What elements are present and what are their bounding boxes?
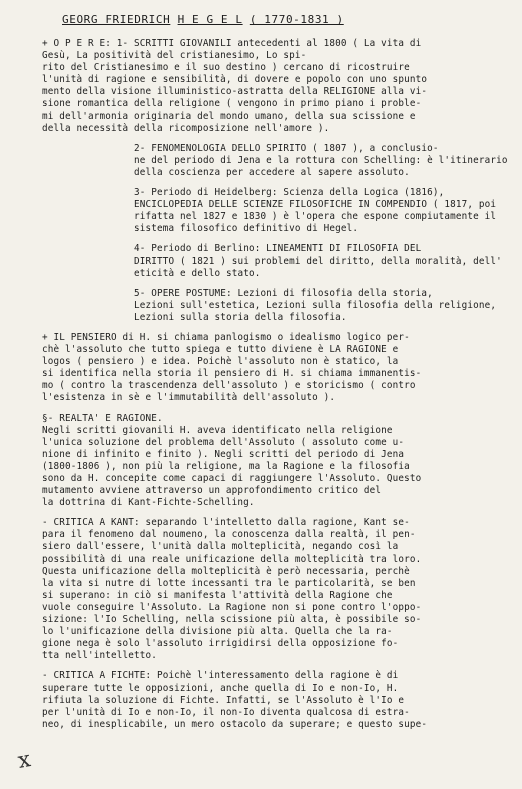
text-line: superare tutte le opposizioni, anche quella di Io e non-Io, H.: [42, 682, 399, 694]
paragraph-gap: [38, 324, 516, 332]
text-line: mi dell'armonia originaria del mondo umano, della sua scissione e: [42, 110, 416, 122]
text-line: lo l'unificazione della divisione più alta. Quella che la ra-: [42, 626, 393, 638]
text-line: la dottrina di Kant-Fichte-Schelling.: [42, 497, 255, 509]
text-line: §- REALTA' E RAGIONE.: [42, 412, 163, 424]
text-line: - CRITICA A KANT: separando l'intelletto dalla ragione, Kant se-: [42, 517, 410, 529]
paragraph: [38, 332, 516, 405]
paragraph-gap: [38, 235, 516, 243]
text-line: 5- OPERE POSTUME: Lezioni di filosofia della storia,: [134, 287, 433, 299]
text-line: si identifica nella storia il pensiero di H. si chiama immanentis-: [42, 368, 422, 380]
paragraph: [38, 413, 516, 510]
paragraph-gap: [38, 662, 516, 670]
text-line: l'unità di ragione e sensibilità, di dovere e popolo con uno spunto: [42, 74, 428, 86]
paragraph-gap: [38, 179, 516, 187]
text-line: siero dall'essere, l'unità dalla molteplicità, negando così la: [42, 541, 399, 553]
text-line: della necessità della ricomposizione nell'amore ).: [42, 122, 330, 134]
text-line: DIRITTO ( 1821 ) sui problemi del diritto, della moralità, dell': [134, 255, 502, 267]
paragraph-gap: [38, 509, 516, 517]
title-prefix: GEORG FRIEDRICH: [62, 13, 171, 26]
text-line: per l'unità di Io e non-Io, il non-Io diventa qualcosa di estra-: [42, 706, 410, 718]
text-line: neo, di inesplicabile, un mero ostacolo da superare; e questo supe-: [42, 718, 428, 730]
text-line: + IL PENSIERO di H. si chiama panlogismo o idealismo logico per-: [42, 331, 410, 343]
text-line: Questa unificazione della molteplicità è però necessaria, perchè: [42, 565, 410, 577]
text-line: Lezioni sull'estetica, Lezioni sulla filosofia della religione,: [134, 299, 497, 311]
text-line: eticità e dello stato.: [134, 267, 261, 279]
title-name: H E G E L: [177, 13, 243, 26]
text-line: + O P E R E: 1- SCRITTI GIOVANILI antecedenti al 1800 ( La vita di: [42, 38, 422, 49]
paragraph: [38, 143, 516, 179]
text-line: possibilità di una reale unificazione della molteplicità tra loro.: [42, 553, 422, 565]
paragraph-gap: [38, 135, 516, 143]
text-line: 3- Periodo di Heidelberg: Scienza della Logica (1816),: [134, 187, 445, 199]
text-line: Gesù, La positività del cristianesimo, Lo spi-: [42, 50, 307, 62]
text-line: Lezioni sulla storia della filosofia.: [134, 311, 347, 323]
text-line: sistema filosofico definitivo di Hegel.: [134, 223, 359, 235]
paragraph: [38, 243, 516, 279]
text-line: 2- FENOMENOLOGIA DELLO SPIRITO ( 1807 ), a conclusio-: [134, 142, 439, 154]
text-line: rifatta nel 1827 e 1830 ) è l'opera che espone compiutamente il: [134, 211, 497, 223]
text-line: 4- Periodo di Berlino: LINEAMENTI DI FILOSOFIA DEL: [134, 243, 422, 255]
paragraph: [38, 38, 516, 135]
title-dates: ( 1770-1831 ): [249, 13, 344, 26]
text-line: l'unica soluzione del problema dell'Assoluto ( assoluto come u-: [42, 436, 405, 448]
paragraph-gap: [38, 405, 516, 413]
text-line: si superano: in ciò si manifesta l'attività della Ragione che: [42, 589, 393, 601]
text-line: ENCICLOPEDIA DELLE SCIENZE FILOSOFICHE IN COMPENDIO ( 1817, poi: [134, 199, 497, 211]
text-line: della coscienza per accedere al sapere assoluto.: [134, 166, 410, 178]
document-body: [38, 38, 516, 731]
text-line: rito del Cristianesimo e il suo destino ) cercano di ricostruire: [42, 62, 410, 74]
text-line: vuole conseguire l'Assoluto. La Ragione non si pone contro l'oppo-: [42, 601, 422, 613]
text-line: l'esistenza in sè e l'immutabilità dell'assoluto ).: [42, 392, 336, 404]
text-line: rifiuta la soluzione di Fichte. Infatti, se l'Assoluto è l'Io e: [42, 694, 405, 706]
text-line: mutamento avviene attraverso un approfondimento critico del: [42, 485, 382, 497]
text-line: Negli scritti giovanili H. aveva identificato nella religione: [42, 424, 393, 436]
text-line: mo ( contro la trascendenza dell'assoluto ) e storicismo ( contro: [42, 380, 416, 392]
text-line: chè l'assoluto che tutto spiega e tutto diviene è LA RAGIONE e: [42, 344, 399, 356]
page-title: [62, 13, 344, 26]
text-line: nione di infinito e finito ). Negli scritti del periodo di Jena: [42, 448, 405, 460]
text-line: mento della visione illuministico-astratta della RELIGIONE alla vi-: [42, 86, 428, 98]
paragraph: [38, 670, 516, 730]
text-line: la vita si nutre di lotte incessanti tra le particolarità, se ben: [42, 577, 416, 589]
text-line: logos ( pensiero ) e idea. Poichè l'assoluto non è statico, la: [42, 356, 399, 368]
text-line: para il fenomeno dal noumeno, la conoscenza dalla realtà, il pen-: [42, 529, 416, 541]
paragraph-gap: [38, 280, 516, 288]
text-line: gione nega è solo l'assoluto irrigidirsi della opposizione fo-: [42, 638, 399, 650]
paragraph: [38, 288, 516, 324]
text-line: (1800-1806 ), non più la religione, ma la Ragione e la filosofia: [42, 460, 410, 472]
text-line: sono da H. concepite come capaci di raggiungere l'Assoluto. Questo: [42, 473, 422, 484]
paragraph: [38, 187, 516, 235]
paragraph: [38, 517, 516, 662]
margin-handwritten-mark: x: [15, 747, 33, 774]
text-line: ne del periodo di Jena e la rottura con Schelling: è l'itinerario: [134, 154, 508, 166]
text-line: sizione: l'Io Schelling, nella scissione più alta, è possibile so-: [42, 614, 422, 626]
text-line: tta nell'intelletto.: [42, 650, 157, 662]
text-line: - CRITICA A FICHTE: Poichè l'interessamento della ragione è di: [42, 670, 399, 682]
text-line: sione romantica della religione ( vengono in primo piano i proble-: [42, 98, 422, 110]
